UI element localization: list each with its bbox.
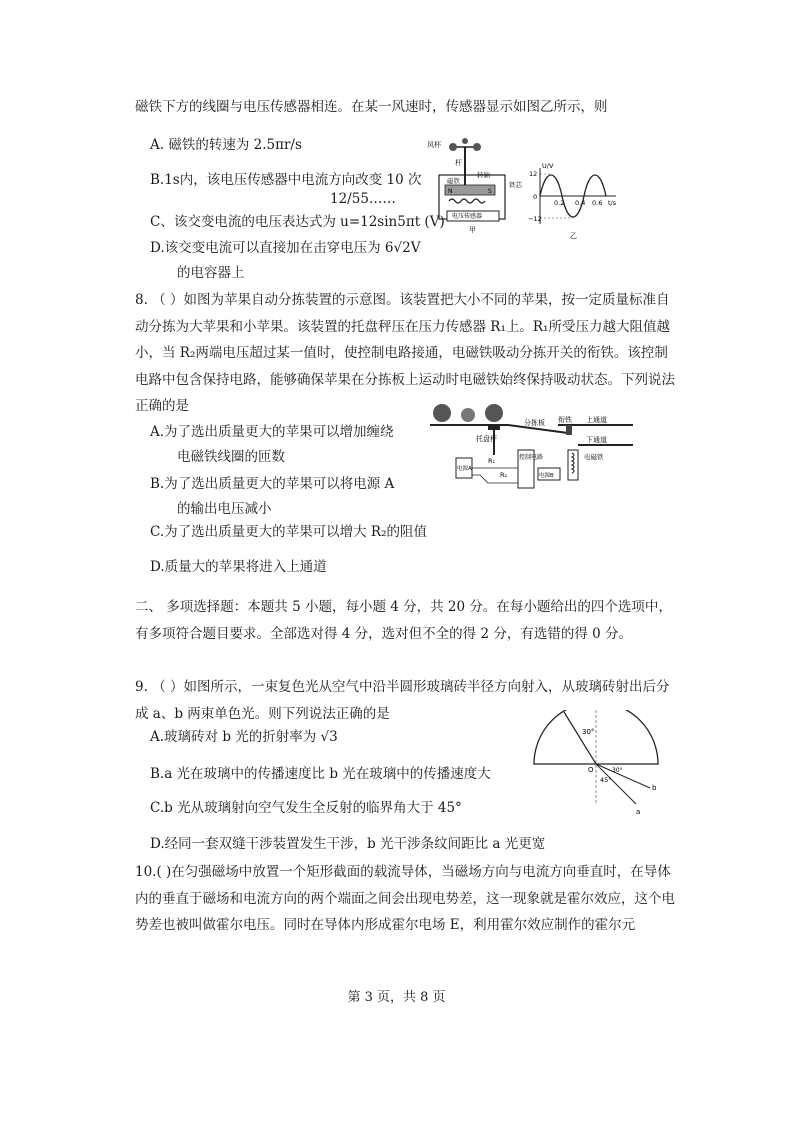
yi-x-unit: t/s [608,199,617,207]
q7-figure-yi [528,160,623,240]
q8-label-diancitie: 电磁铁 [584,453,604,461]
caption-yi: 乙 [570,232,577,240]
yi-y-zero: 0 [533,193,538,201]
q7-option-d-cont: 的电容器上 [177,265,245,281]
label-n: N [448,188,453,195]
label-zhuanzhou: 转轴 [477,171,490,179]
q9-option-d: D.经同一套双缝干涉装置发生干涉，b 光干涉条纹间距比 a 光更宽 [150,836,546,852]
q9-angle-45: 45° [600,776,612,784]
q8-option-d: D.质量大的苹果将进入上通道 [150,559,327,575]
q8-option-a-2: 电磁铁线圈的匝数 [177,449,285,465]
q9-option-a: A.玻璃砖对 b 光的折射率为 √3 [150,729,338,745]
q9-label-a: a [636,808,641,815]
q7-option-b: B.1s内，该电压传感器中电流方向改变 10 次 [150,172,422,188]
q8-label-kongzhi: 控制电路 [519,454,544,461]
q9-figure-semicircle [528,710,678,815]
label-gan: 杆 [455,159,462,167]
q7-option-c: C、该交变电流的电压表达式为 u=12sin5πt (V) [150,214,445,230]
q9-stem: 9. （ ）如图所示，一束复色光从空气中沿半圆形玻璃砖半径方向射入，从玻璃砖射出后分成 a、b 两束单色光。则下列说法正确的是 [135,679,670,722]
yi-ylabel: U/V [542,162,554,170]
q7-option-a: A. 磁铁的转速为 2.5πr/s [150,137,302,153]
q8-option-b-2: 的输出电压减小 [177,501,272,517]
yi-x-tick-3: 0.6 [592,199,603,207]
page-footer: 第 3 页，共 8 页 [347,990,446,1005]
q9-label-b: b [652,784,657,792]
section-2-header: 二、 多项选择题：本题共 5 小题，每小题 4 分，共 20 分。在每小题给出的四个选项中，有多项符合题目要求。全部选对得 4 分，选对但不全的得 2 分，有选错的得 0 分。 [135,599,672,642]
q8-label-tuopancheng: 托盘秤 [476,435,497,443]
intro-line: 磁铁下方的线圈与电压传感器相连。在某一风速时，传感器显示如图乙所示，则 [135,99,608,115]
label-tiexin: 铁芯 [509,181,522,189]
q9-option-b: B.a 光在玻璃中的传播速度比 b 光在玻璃中的传播速度大 [150,766,491,782]
q8-label-xiatongdao: 下通道 [586,436,607,444]
q8-label-r1: R₁ [488,457,496,465]
q8-figure-sorter [428,395,640,495]
q8-option-a-1: A.为了选出质量更大的苹果可以增加缠绕 [150,424,394,440]
q8-label-fenjianban: 分拣板 [524,419,545,427]
q8-label-xiantie: 衔铁 [558,416,572,424]
yi-y-top: 12 [529,170,538,178]
yi-x-tick-2: 0.4 [575,199,586,207]
q8-label-dianyuan-a: 电源A [457,466,472,472]
q8-label-r2: R₂ [500,471,508,479]
label-fengbei: 风杯 [427,141,441,149]
q7-option-d: D.该交变电流可以直接加在击穿电压为 6√2V [150,240,421,256]
q8-option-c: C.为了选出质量更大的苹果可以增大 R₂的阻值 [150,524,428,540]
label-citie: 磁铁 [447,177,460,185]
yi-x-tick-1: 0.2 [554,199,565,207]
q8-label-shangtongdao: 上通道 [586,416,607,424]
q8-label-dianyuan-b: 电源B [539,473,554,479]
q7-option-b-extra: 12/55…… [330,191,396,207]
yi-y-bottom: −12 [528,215,542,223]
q8-stem: 8. （ ）如图为苹果自动分拣装置的示意图。该装置把大小不同的苹果，按一定质量标准自动分拣为大苹果和小苹果。该装置的托盘秤压在压力传感器 R₁上。R₁所受压力越大阻值越小，当 R₂两端电压超过某一值时，使控制电路接通，电磁铁吸动分拣开关的衔铁。该控制电路中包含保持电路，能够确保苹果在分拣板上运动时电磁铁始终保持吸动状态。下列说法正确的是 [135,292,675,414]
label-sensor: 电压传感器 [452,213,483,220]
q10-stem: 10.( )在匀强磁场中放置一个矩形截面的载流导体，当磁场方向与电流方向垂直时，在导体内的垂直于磁场和电流方向的两个端面之间会出现电势差，这一现象就是霍尔效应，这个电势差也被叫做霍尔电压。同时在导体内形成霍尔电场 E，利用霍尔效应制作的霍尔元 [135,864,675,933]
q9-option-c: C.b 光从玻璃射向空气发生全反射的临界角大于 45° [150,800,462,816]
q9-angle-30: 30° [582,728,595,736]
label-s: S [488,188,492,195]
q9-label-o: O [588,766,594,774]
caption-jia: 甲 [469,226,476,234]
q9-angle-b: 30° [612,767,623,774]
q7-figure-jia [425,135,530,235]
q8-option-b-1: B.为了选出质量更大的苹果可以将电源 A [150,476,395,492]
